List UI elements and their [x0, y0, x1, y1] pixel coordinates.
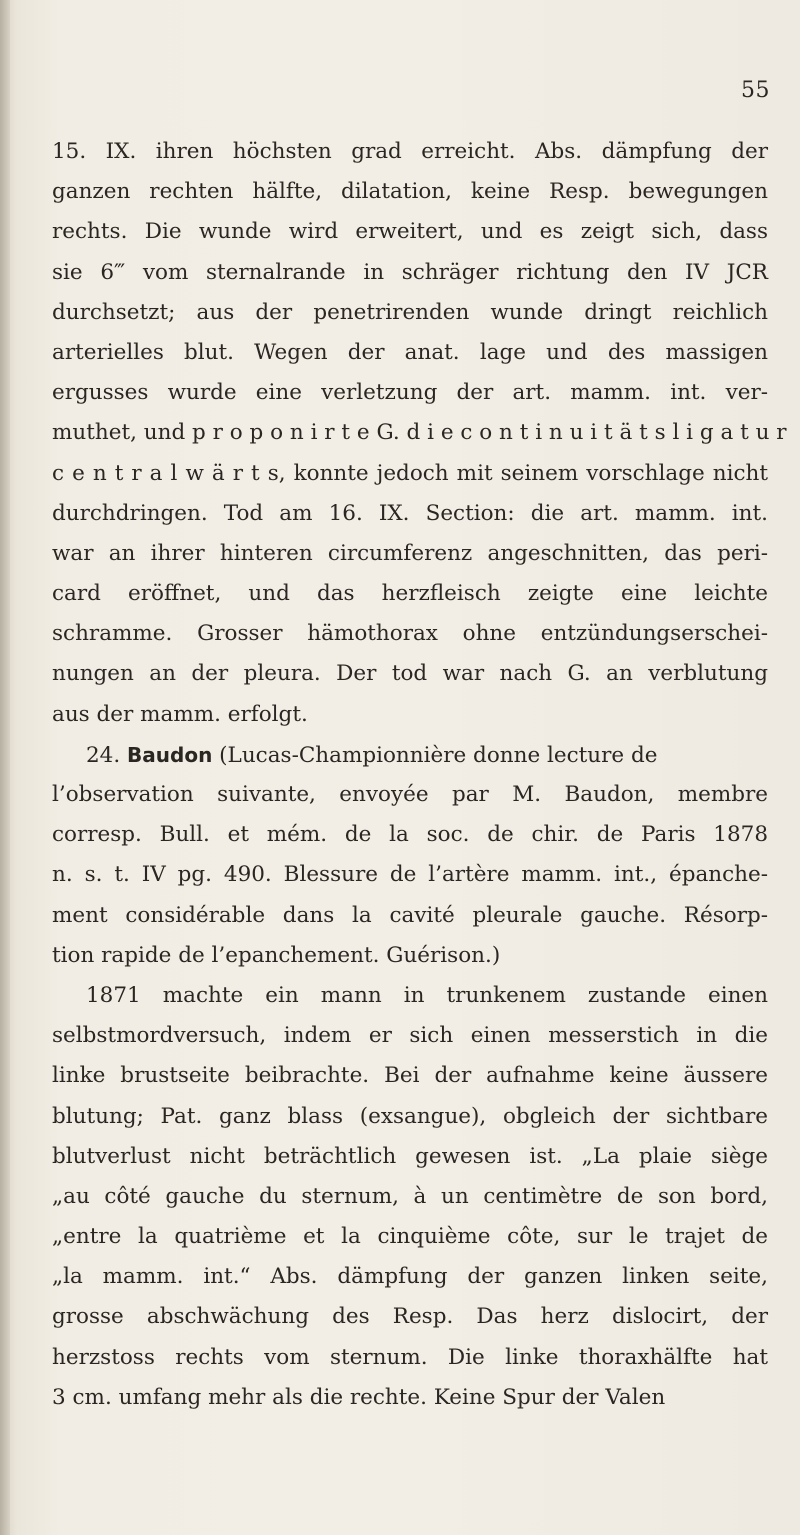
text-line-23: selbstmordversuch, indem er sich einen messerstich in die [52, 1023, 768, 1049]
text-line-7: ergusses wurde eine verletzung der art. mamm. int. ver- [52, 380, 768, 406]
text-line-13: schramme. Grosser hämothorax ohne entzündungserschei- [52, 621, 768, 647]
text-line-12: card eröffnet, und das herzfleisch zeigte eine leichte [52, 581, 768, 607]
page-number: 55 [741, 78, 770, 103]
text-line-9: c e n t r a l w ä r t s, konnte jedoch mit seinem vorschlage nicht [52, 460, 768, 486]
text-line-1: 15. IX. ihren höchsten grad erreicht. Abs. dämpfung der [52, 139, 768, 164]
text-line-15: aus der mamm. erfolgt. [52, 701, 308, 727]
text-line-28: „entre la quatrième et la cinquième côte, sur le trajet de [52, 1224, 768, 1250]
text-line-24: linke brustseite beibrachte. Bei der aufnahme keine äussere [52, 1063, 768, 1089]
text-line-20: ment considérable dans la cavité pleurale gauche. Résorp- [52, 902, 768, 928]
text-line-14: nungen an der pleura. Der tod war nach G. an verblutung [52, 661, 768, 687]
text-line-3: rechts. Die wunde wird erweitert, und es zeigt sich, dass [52, 219, 768, 245]
text-line-25: blutung; Pat. ganz blass (exsangue), obgleich der sichtbare [52, 1103, 768, 1129]
text-line-16 [52, 735, 768, 775]
text-line-19: n. s. t. IV pg. 490. Blessure de l’artère mamm. int., épanche- [52, 862, 768, 888]
entry-text: (Lucas-Championnière donne lecture de [219, 742, 658, 768]
text-line-4: sie 6‴ vom sternalrande in schräger richtung den IV JCR [52, 259, 768, 285]
text-line-17: l’observation suivante, envoyée par M. Baudon, membre [52, 782, 768, 807]
text-line-31: herzstoss rechts vom sternum. Die linke thoraxhälfte hat [52, 1344, 768, 1370]
text-line-29: „la mamm. int.“ Abs. dämpfung der ganzen linken seite, [52, 1264, 768, 1290]
entry-number: 24. [86, 742, 121, 768]
text-line-11: war an ihrer hinteren circumferenz angeschnitten, das peri- [52, 540, 768, 566]
page-binding-edge [0, 0, 10, 1535]
text-line-8: muthet, und p r o p o n i r t e G. d i e c o n t i n u i t ä t s l i g a t u r [52, 420, 787, 446]
text-line-5: durchsetzt; aus der penetrirenden wunde dringt reichlich [52, 299, 768, 325]
text-line-21: tion rapide de l’epanchement. Guérison.) [52, 942, 501, 968]
text-line-26: blutverlust nicht beträchtlich gewesen ist. „La plaie siège [52, 1143, 768, 1169]
text-line-32: 3 cm. umfang mehr als die rechte. Keine Spur der Valen [52, 1384, 666, 1410]
text-line-2: ganzen rechten hälfte, dilatation, keine Resp. bewegungen [52, 179, 768, 205]
text-line-30: grosse abschwächung des Resp. Das herz dislocirt, der [52, 1304, 768, 1330]
text-line-27: „au côté gauche du sternum, à un centimètre de son bord, [52, 1183, 768, 1209]
text-line-6: arterielles blut. Wegen der anat. lage und des massigen [52, 339, 768, 365]
text-line-22: 1871 machte ein mann in trunkenem zustande einen [86, 982, 768, 1008]
author-name: Baudon [127, 742, 213, 767]
body-text [52, 132, 787, 1418]
text-line-18: corresp. Bull. et mém. de la soc. de chir. de Paris 1878 [52, 822, 768, 848]
text-line-10: durchdringen. Tod am 16. IX. Section: die art. mamm. int. [52, 500, 768, 526]
